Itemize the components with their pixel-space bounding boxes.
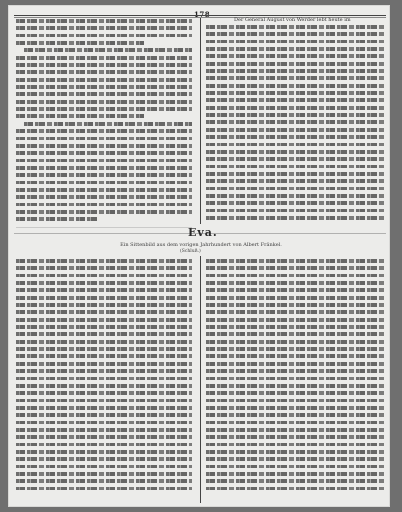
left-column-bottom	[16, 258, 192, 493]
header-rule	[14, 15, 386, 16]
left-column-top	[16, 18, 192, 224]
story-title: Eva.	[188, 226, 218, 239]
story-subtitle: Ein Sittenbild aus dem vorigen Jahrhundert von Albert Fränkel.	[120, 242, 282, 248]
column-divider-top	[200, 18, 201, 224]
story-part: (Schluß.)	[180, 249, 201, 254]
right-column-top	[206, 24, 384, 222]
right-column-first-line: Der General August von Werder lebt heute im	[234, 17, 351, 23]
right-column-bottom	[206, 258, 384, 493]
column-divider-bottom	[200, 256, 201, 503]
left-col-bottom	[16, 227, 192, 228]
